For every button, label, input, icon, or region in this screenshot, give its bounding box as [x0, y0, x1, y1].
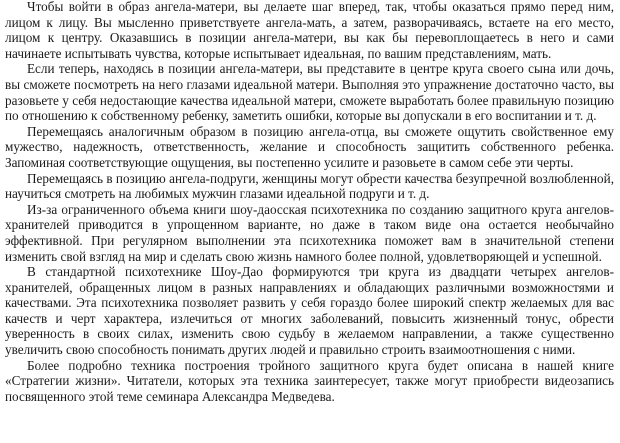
paragraph-4: Перемещаясь в позицию ангела-подруги, женщины могут обрести качества безупречной возлюбленной, научиться смотреть на любимых мужчин глазами идеальной подруги и т. д.: [5, 170, 614, 202]
paragraph-1: Чтобы войти в образ ангела-матери, вы делаете шаг вперед, так, чтобы оказаться прямо перед ним, лицом к лицу. Вы мысленно приветствуете ангела-мать, а затем, разворачиваясь, встаете на его место, лицом к центру. Оказавшись в позиции ангела-матери, вы как бы перевоплощаетесь в него и сами начинаете испытывать чувства, которые испытывает идеальная, по вашим представлениям, мать.: [5, 0, 614, 61]
paragraph-2: Если теперь, находясь в позиции ангела-матери, вы представите в центре круга своего сына или дочь, вы сможете посмотреть на него глазами идеальной матери. Выполняя это упражнение достаточно часто, вы разовьете у себя недостающие качества идеальной матери, сможете выработать более правильную позицию по отношению к собственному ребенку, заметить ошибки, которые вы допускали в его воспитании и т. д.: [5, 61, 614, 124]
paragraph-7: Более подробно техника построения тройного защитного круга будет описана в нашей книге «Стратегии жизни». Читатели, которых эта техника заинтересует, также могут приобрести видеозапись посвященного этой теме семинара Александра Медведева.: [5, 357, 614, 404]
paragraph-3: Перемещаясь аналогичным образом в позицию ангела-отца, вы сможете ощутить свойственное ему мужество, надежность, ответственность, желание и способность защитить собственного ребенка. Запоминая соответствующие ощущения, вы постепенно усилите и разовьете в самом себе эти черты.: [5, 123, 614, 170]
paragraph-6: В стандартной психотехнике Шоу-Дао формируются три круга из двадцати четырех ангелов-хранителей, обращенных лицом в разных направлениях и обладающих различными возможностями и качествами. Эта психотехника позволяет развить у себя гораздо более широкий спектр желаемых для вас качеств и черт характера, излечиться от многих заболеваний, повысить жизненный тонус, обрести уверенность в своих силах, изменить свою судьбу в желаемом направлении, а также существенно увеличить свою способность понимать других людей и правильно строить взаимоотношения с ними.: [5, 264, 614, 358]
paragraph-5: Из-за ограниченного объема книги шоу-даосская психотехника по созданию защитного круга ангелов-хранителей приводится в упрощенном варианте, но даже в таком виде она остается необычайно эффективной. При регулярном выполнении эта психотехника поможет вам в значительной степени изменить свой взгляд на мир и сделать свою жизнь намного более полной, удовлетворяющей и успешной.: [5, 201, 614, 264]
